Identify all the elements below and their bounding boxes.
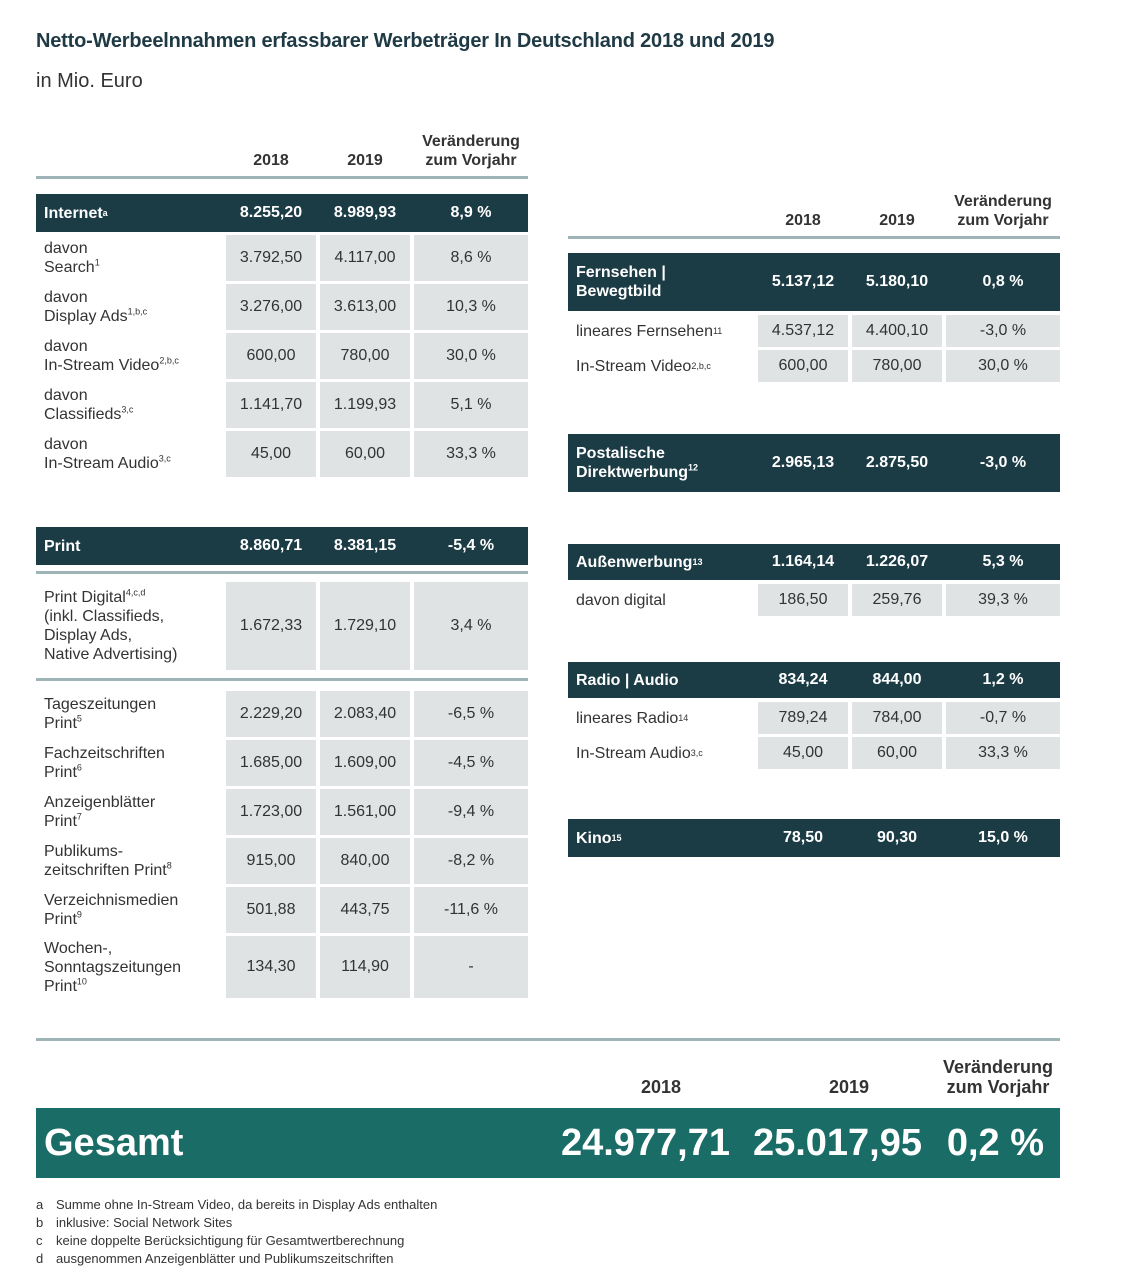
cell-2018: 4.537,12 <box>758 315 848 347</box>
cell-2019: 8.989,93 <box>333 204 397 221</box>
header-change: Veränderung zum Vorjahr <box>954 193 1052 229</box>
row-direktwerbung: Postalische Direktwerbung$^{12}$ 2.965,13 2.875,50 -3,0 % <box>568 434 1060 492</box>
row-radio: Radio | Audio 834,24 844,00 1,2 % <box>568 662 1060 698</box>
cell-2018: 5.137,12 <box>771 273 835 290</box>
cell-2019: 114,90 <box>320 936 410 998</box>
cell-change: 30,0 % <box>946 350 1060 382</box>
total-row <box>36 1108 1060 1178</box>
footnote: d ausgenommen Anzeigenblätter und Publikumszeitschriften <box>36 1251 394 1266</box>
header-2019: 2019 <box>879 212 915 229</box>
row-publikumszeitschriften: Publikums- zeitschriften Print$^8$ 915,00 840,00 -8,2 % <box>36 838 528 884</box>
cell-2019: 60,00 <box>852 737 942 769</box>
cell-2018: 45,00 <box>226 431 316 477</box>
cell-2019: 2.875,50 <box>865 454 929 471</box>
cell-2019: 2.083,40 <box>320 691 410 737</box>
page-subtitle: in Mio. Euro <box>36 70 143 92</box>
cell-change: 5,1 % <box>414 382 528 428</box>
cell-2018: 3.276,00 <box>226 284 316 330</box>
cell-2019: 1.609,00 <box>320 740 410 786</box>
row-lineares-fernsehen: lineares Fernsehen 11 4.537,12 4.400,10 -3,0 % <box>568 315 1060 347</box>
row-fachzeitschriften: Fachzeitschriften Print$^6$ 1.685,00 1.609,00 -4,5 % <box>36 740 528 786</box>
total-label: Gesamt <box>44 1121 184 1164</box>
cell-2018: 1.141,70 <box>226 382 316 428</box>
right-table-header <box>568 176 1060 236</box>
cell-change: -8,2 % <box>414 838 528 884</box>
row-tageszeitungen: Tageszeitungen Print$^5$ 2.229,20 2.083,40 -6,5 % <box>36 691 528 737</box>
cell-change: -6,5 % <box>414 691 528 737</box>
header-2018: 2018 <box>253 152 289 169</box>
cell-2019: 8.381,15 <box>333 537 397 554</box>
row-lineares-radio: lineares Radio 14 789,24 784,00 -0,7 % <box>568 702 1060 734</box>
header-2019: 2019 <box>828 1077 870 1097</box>
cell-2019: 1.199,93 <box>320 382 410 428</box>
row-aussenwerbung: Außenwerbung 13 1.164,14 1.226,07 5,3 % <box>568 544 1060 580</box>
footnote: a Summe ohne In-Stream Video, da bereits in Display Ads enthalten <box>36 1197 438 1212</box>
row-wochenzeitungen: Wochen-, Sonntagszeitungen Print$^{10}$ 134,30 114,90 - <box>36 936 528 998</box>
row-anzeigenblaetter: Anzeigenblätter Print$^7$ 1.723,00 1.561,00 -9,4 % <box>36 789 528 835</box>
cell-2018: 8.255,20 <box>239 204 303 221</box>
row-classifieds: davon Classifieds$^{3,c}$ 1.141,70 1.199,93 5,1 % <box>36 382 528 428</box>
footnote: c keine doppelte Berücksichtigung für Gesamtwertberechnung <box>36 1233 405 1248</box>
row-print <box>36 527 528 565</box>
cell-change: 39,3 % <box>946 584 1060 616</box>
cell-change: - <box>414 936 528 998</box>
cell-2018: 2.965,13 <box>771 454 835 471</box>
cell-2018: 186,50 <box>758 584 848 616</box>
cell-change: -11,6 % <box>414 887 528 933</box>
cell-2018: 134,30 <box>226 936 316 998</box>
cell-2018: 1.685,00 <box>226 740 316 786</box>
total-2019: 25.017,95 <box>752 1121 922 1164</box>
cell-change: -3,0 % <box>979 454 1027 471</box>
cell-2018: 915,00 <box>226 838 316 884</box>
cell-change: -3,0 % <box>946 315 1060 347</box>
cell-2019: 90,30 <box>876 829 918 846</box>
row-label: Print <box>44 537 81 555</box>
cell-change: -5,4 % <box>447 537 495 554</box>
total-2018: 24.977,71 <box>560 1121 730 1164</box>
cell-change: 0,8 % <box>982 273 1024 290</box>
cell-2019: 3.613,00 <box>320 284 410 330</box>
cell-2018: 600,00 <box>758 350 848 382</box>
cell-change: 3,4 % <box>414 582 528 670</box>
cell-change: 1,2 % <box>982 671 1024 688</box>
row-label: Internet a <box>44 204 108 222</box>
cell-2019: 780,00 <box>320 333 410 379</box>
cell-2018: 3.792,50 <box>226 235 316 281</box>
header-2019: 2019 <box>347 152 383 169</box>
row-instream-audio: In-Stream Audio 3,c 45,00 60,00 33,3 % <box>568 737 1060 769</box>
total-change: 0,2 % <box>946 1121 1044 1164</box>
cell-2019: 840,00 <box>320 838 410 884</box>
row-instream-video: davon In-Stream Video$^{2,b,c}$ 600,00 780,00 30,0 % <box>36 333 528 379</box>
cell-change: 15,0 % <box>978 829 1028 846</box>
total-header <box>36 1038 1060 1107</box>
row-instream-audio: davon In-Stream Audio$^{3,c}$ 45,00 60,00 33,3 % <box>36 431 528 477</box>
header-2018: 2018 <box>785 212 821 229</box>
cell-2019: 780,00 <box>852 350 942 382</box>
row-internet <box>36 194 528 232</box>
row-search: davon Search$^1$ 3.792,50 4.117,00 8,6 % <box>36 235 528 281</box>
cell-2018: 1.723,00 <box>226 789 316 835</box>
header-change: Veränderung zum Vorjahr <box>942 1057 1054 1097</box>
divider <box>568 236 1060 239</box>
divider <box>36 176 528 179</box>
cell-2019: 784,00 <box>852 702 942 734</box>
cell-change: -9,4 % <box>414 789 528 835</box>
cell-change: 33,3 % <box>414 431 528 477</box>
row-fernsehen: Fernsehen | Bewegtbild 5.137,12 5.180,10 0,8 % <box>568 253 1060 311</box>
cell-2018: 78,50 <box>782 829 824 846</box>
cell-change: 5,3 % <box>982 553 1024 570</box>
page-title: Netto-Werbeelnnahmen erfassbarer Werbeträger In Deutschland 2018 und 2019 <box>36 30 775 52</box>
footnote: b inklusive: Social Network Sites <box>36 1215 233 1230</box>
cell-2018: 45,00 <box>758 737 848 769</box>
cell-2018: 8.860,71 <box>239 537 303 554</box>
row-display-ads: davon Display Ads$^{1,b,c}$ 3.276,00 3.613,00 10,3 % <box>36 284 528 330</box>
cell-2019: 443,75 <box>320 887 410 933</box>
row-davon-digital: davon digital 186,50 259,76 39,3 % <box>568 584 1060 616</box>
cell-change: 33,3 % <box>946 737 1060 769</box>
cell-2019: 259,76 <box>852 584 942 616</box>
cell-2018: 1.164,14 <box>771 553 835 570</box>
cell-2019: 4.400,10 <box>852 315 942 347</box>
cell-2018: 2.229,20 <box>226 691 316 737</box>
divider <box>36 678 528 681</box>
cell-2018: 789,24 <box>758 702 848 734</box>
left-table <box>36 116 528 998</box>
cell-change: -0,7 % <box>946 702 1060 734</box>
cell-2019: 1.561,00 <box>320 789 410 835</box>
cell-change: 10,3 % <box>414 284 528 330</box>
row-instream-video: In-Stream Video 2,b,c 600,00 780,00 30,0 % <box>568 350 1060 382</box>
cell-2019: 60,00 <box>320 431 410 477</box>
cell-2019: 844,00 <box>872 671 922 688</box>
cell-change: -4,5 % <box>414 740 528 786</box>
row-print-digital: Print Digital$^{4,c,d}$ (inkl. Classifieds, Display Ads, Native Advertising) 1.672,33 1.729,10 3,4 % <box>36 582 528 670</box>
row-verzeichnismedien: Verzeichnismedien Print$^9$ 501,88 443,75 -11,6 % <box>36 887 528 933</box>
cell-2018: 834,24 <box>778 671 828 688</box>
cell-2019: 4.117,00 <box>320 235 410 281</box>
cell-change: 8,6 % <box>414 235 528 281</box>
left-table-header <box>36 116 528 176</box>
header-change: Veränderung zum Vorjahr <box>422 133 520 169</box>
cell-2018: 1.672,33 <box>226 582 316 670</box>
cell-2018: 600,00 <box>226 333 316 379</box>
row-kino: Kino 15 78,50 90,30 15,0 % <box>568 819 1060 857</box>
cell-2019: 5.180,10 <box>865 273 929 290</box>
header-2018: 2018 <box>640 1077 682 1097</box>
divider <box>36 571 528 574</box>
cell-2019: 1.226,07 <box>865 553 929 570</box>
cell-2018: 501,88 <box>226 887 316 933</box>
cell-change: 8,9 % <box>450 204 492 221</box>
footnotes <box>36 1196 437 1268</box>
cell-2019: 1.729,10 <box>320 582 410 670</box>
cell-change: 30,0 % <box>414 333 528 379</box>
right-table <box>568 176 1060 857</box>
